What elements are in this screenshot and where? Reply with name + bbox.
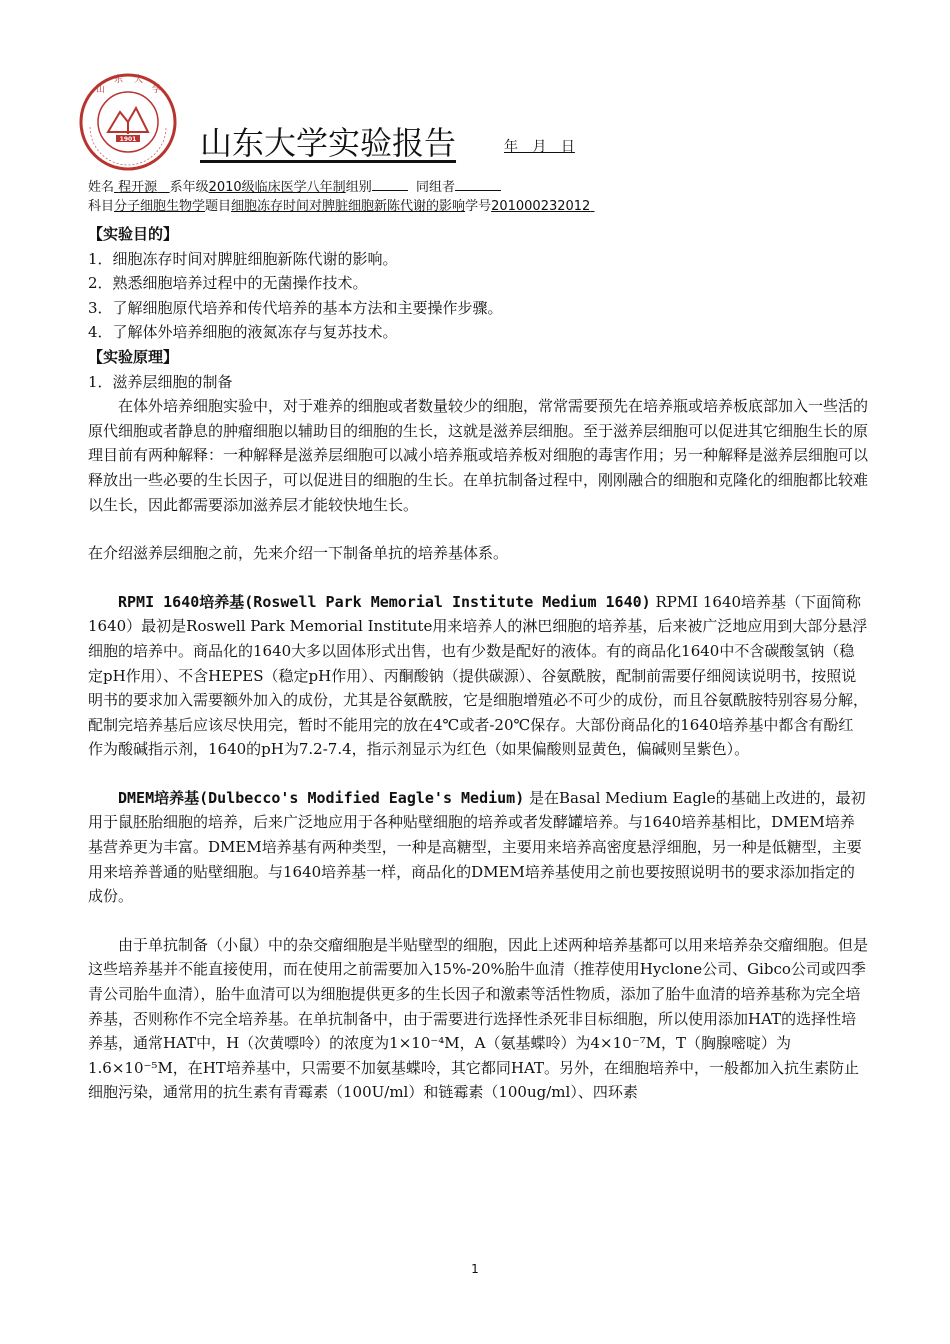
purpose-item: 1．细胞冻存时间对脾脏细胞新陈代谢的影响。 [88, 249, 398, 268]
paragraph-medium-intro: 在介绍滋养层细胞之前，先来介绍一下制备单抗的培养基体系。 [88, 544, 509, 563]
report-date: 年 月 日 [504, 139, 575, 155]
purpose-heading: 【实验目的】 [88, 225, 179, 243]
report-body [88, 222, 868, 1105]
principle-subheading: 1．滋养层细胞的制备 [88, 372, 233, 391]
purpose-item: 4．了解体外培养细胞的液氮冻存与复苏技术。 [88, 323, 398, 342]
name-value: 程开源 [118, 180, 158, 195]
topic-value: 细胞冻存时间对脾脏细胞新陈代谢的影响 [231, 199, 466, 214]
svg-text:东: 东 [114, 75, 124, 85]
paragraph-rpmi1640 [88, 590, 868, 762]
id-label: 学号 [465, 199, 492, 214]
meta-line-2 [88, 195, 594, 214]
paragraph-dmem [88, 786, 868, 909]
partner-blank [455, 178, 501, 191]
report-title: 山东大学实验报告 [200, 124, 457, 162]
group-label: 组别 [345, 180, 372, 195]
principle-heading: 【实验原理】 [88, 347, 179, 366]
svg-text:1901: 1901 [119, 136, 137, 143]
grade-value: 2010级临床医学八年制 [208, 180, 346, 195]
subject-label: 科目 [88, 199, 115, 214]
partner-label: 同组者 [415, 180, 455, 195]
name-label: 姓名 [88, 180, 115, 195]
university-seal-logo [78, 72, 178, 172]
rpmi-heading: RPMI 1640培养基(Roswell Park Memorial Institute Medium 1640) [118, 592, 651, 611]
purpose-item: 2．熟悉细胞培养过程中的无菌操作技术。 [88, 274, 368, 293]
meta-line-1 [88, 176, 501, 195]
svg-text:大: 大 [134, 75, 144, 85]
page-number: 1 [471, 1262, 479, 1276]
svg-text:山: 山 [96, 85, 106, 95]
purpose-item: 3．了解细胞原代培养和传代培养的基本方法和主要操作步骤。 [88, 298, 503, 317]
rpmi-text: RPMI 1640培养基（下面简称1640）最初是Roswell Park Memorial Institute用来培养人的淋巴细胞的培养基，后来被广泛地应用到大部分悬浮细胞的培养中。商品化的1640大多以固体形式出售，也有少数是配好的液体。有的商品化1640中不含碳酸氢钠（稳定pH作用）、不含HEPES（稳定pH作用）、丙酮酸钠（提供碳源）、谷氨酰胺，配制前需要仔细阅读说明书，按照说明书的要求加入需要额外加入的成份，尤其是谷氨酰胺，它是细胞增殖必不可少的成份，而且谷氨酰胺特别容易分解，配制完培养基后应该尽快用完，暂时不能用完的放在4℃或者-20℃保存。大部份商品化的1640培养基中都含有酚红作为酸碱指示剂，1640的pH为7.2-7.4，指示剂显示为红色（如果偏酸则显黄色，偏碱则呈紫色）。 [88, 592, 869, 759]
dmem-heading: DMEM培养基(Dulbecco's Modified Eagle's Medium) [118, 788, 525, 807]
id-value: 201000232012 [491, 199, 591, 214]
topic-label: 题目 [205, 199, 232, 214]
dmem-text: 是在Basal Medium Eagle的基础上改进的，最初用于鼠胚胎细胞的培养，后来广泛地应用于各种贴壁细胞的培养或者发酵罐培养。与1640培养基相比，DMEM培养基营养更为丰富。DMEM培养基有两种类型，一种是高糖型，主要用来培养高密度悬浮细胞，另一种是低糖型，主要用来培养普通的贴壁细胞。与1640培养基一样，商品化的DMEM培养基使用之前也要按照说明书的要求添加指定的成份。 [88, 788, 866, 906]
paragraph-hybridoma: 由于单抗制备（小鼠）中的杂交瘤细胞是半贴壁型的细胞，因此上述两种培养基都可以用来培养杂交瘤细胞。但是这些培养基并不能直接使用，而在使用之前需要加入15%-20%胎牛血清（推荐使用Hyclone公司、Gibco公司或四季青公司胎牛血清），胎牛血清可以为细胞提供更多的生长因子和激素等活性物质，添加了胎牛血清的培养基称为完全培养基，否则称作不完全培养基。在单抗制备中，由于需要进行选择性杀死非目标细胞，所以使用添加HAT的选择性培养基，通常HAT中，H（次黄嘌呤）的浓度为1×10⁻⁴M，A（氨基蝶呤）为4×10⁻⁷M，T（胸腺嘧啶）为1.6×10⁻⁵M，在HT培养基中，只需要不加氨基蝶呤，其它都同HAT。另外，在细胞培养中，一般都加入抗生素防止细胞污染，通常用的抗生素有青霉素（100U/ml）和链霉素（100ug/ml）、四环素 [88, 935, 869, 1102]
grade-label: 系年级 [169, 180, 209, 195]
paragraph-feeder-cells: 在体外培养细胞实验中，对于难养的细胞或者数量较少的细胞，常常需要预先在培养瓶或培养板底部加入一些活的原代细胞或者静息的肿瘤细胞以辅助目的细胞的生长，这就是滋养层细胞。至于滋养层细胞可以促进其它细胞生长的原理目前有两种解释：一种解释是滋养层细胞可以减小培养瓶或培养板对细胞的毒害作用；另一种解释是滋养层细胞可以释放出一些必要的生长因子，可以促进目的细胞的生长。在单抗制备过程中，刚刚融合的细胞和克隆化的细胞都比较难以生长，因此都需要添加滋养层才能较快地生长。 [88, 397, 869, 514]
svg-text:学: 学 [152, 85, 162, 95]
group-blank [372, 178, 408, 191]
subject-value: 分子细胞生物学 [114, 199, 206, 214]
